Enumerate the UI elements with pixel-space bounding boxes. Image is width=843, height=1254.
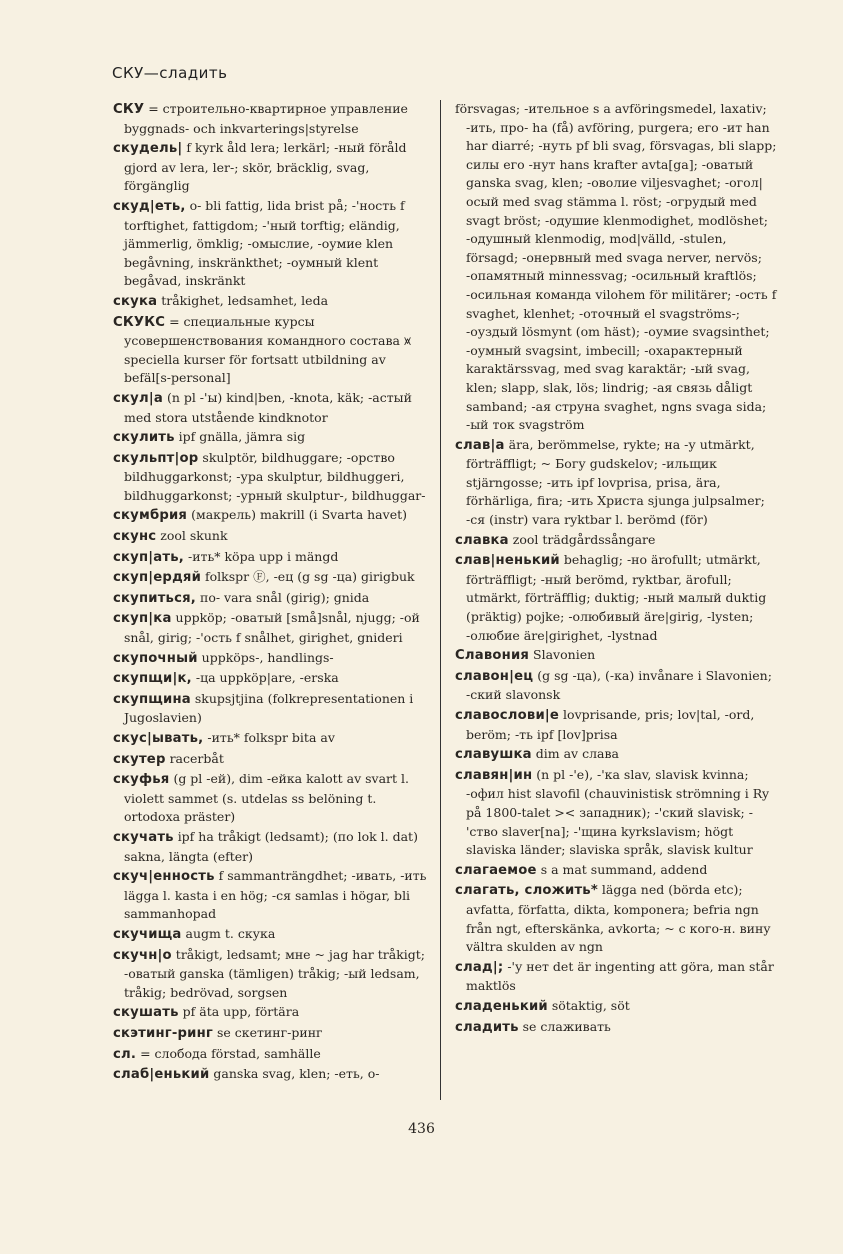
entry-definition: ganska svag, klen; -еть, о-: [213, 1066, 380, 1082]
entry-headword: скульпт|ор: [113, 450, 199, 466]
entry-definition: lägga ned (börda etc); avfatta, författa, dikta, komponera; befria ngn från ngt, efterskänka, avkorta; ~ с кого-н. вину vältra skulden av ngn: [466, 882, 771, 955]
entry-definition: по- vara snål (girig); gnida: [199, 589, 370, 605]
dictionary-entry: [113, 313, 435, 388]
dictionary-entry: [455, 646, 777, 666]
entry-definition: f sammanträngdhet; -ивать, -ить lägga l. kasta i en hög; -ся samlas i högar, bli sammanhopad: [124, 868, 427, 922]
dictionary-entry: [113, 925, 435, 945]
entry-definition: försvagas; -ительное s a avföringsmedel, laxativ; -ить, про- ha (få) avföring, purgera; его -ит han har diarré; -нуть pf bli svag, försvagas, bli slapp; силы его -нут hans krafter avta[ga]; -оватый ganska svag, klen; -оволие viljesvaghet; -огол|осый med svag stämma l. röst; -огрудый med svagt bröst; -одушие klenmodighet, modlöshet; -одушный klenmodig, mod|välld, -stulen, försagd; -онервный med svaga nerver, nervös; -опамятный minnessvag; -осильный kraftlös; -осильная команда vilohem för militärer; -ость f svaghet, klenhet; -оточный el svagströms-; -оуздый lösmynt (om häst); -оумие svagsinthet; -оумный svagsint, imbecill; -охарактерный karaktärssvag, med svag karaktär; -ый svag, klen; slapp, slak, lös; lindrig; -ая связь dåligt samband; -ая струна svaghet, ngns svaga sida; -ый ток svagström: [455, 101, 777, 433]
entry-definition: behaglig; -но ärofullt; utmärkt, förträffligt; -ный berömd, ryktbar, ärofull; utmärkt, förträfflig; duktig; -ный малый duktig (präktig) pojke; -олюбивый äre|girig, -lysten; -олюбие äre|girighet, -lystnad: [466, 552, 767, 643]
entry-definition: se слаживать: [522, 1018, 611, 1034]
dictionary-entry: [113, 1003, 435, 1023]
dictionary-entry: [113, 609, 435, 647]
dictionary-entry: [455, 100, 777, 435]
running-header: СКУ—сладить: [112, 64, 228, 82]
page-number: 436: [408, 1121, 435, 1137]
entry-definition: uppköps-, handlings-: [201, 649, 334, 665]
dictionary-entry: [113, 1045, 435, 1065]
dictionary-entry: [113, 197, 435, 291]
entry-definition: ipf ha tråkigt (ledsamt); (по lok l. dat) sakna, längta (efter): [124, 828, 418, 864]
dictionary-entry: [455, 861, 777, 881]
entry-definition: racerbåt: [169, 750, 224, 766]
entry-definition: (n pl -'ы) kind|ben, -knota, käk; -астый med stora utstående kindknotor: [124, 389, 412, 425]
dictionary-entry: [455, 551, 777, 645]
entry-definition: = слобода förstad, samhälle: [140, 1045, 321, 1061]
entry-definition: = строительно-квартирное управление byggnads- och inkvarterings|styrelse: [124, 101, 408, 136]
entry-definition: zool skunk: [160, 528, 228, 544]
entry-definition: zool trädgårdssångare: [512, 531, 656, 547]
dictionary-entry: [113, 828, 435, 866]
dictionary-entry: [113, 389, 435, 427]
dictionary-entry: [113, 690, 435, 728]
entry-headword: славушка: [455, 747, 532, 763]
entry-headword: скус|ывать,: [113, 731, 204, 746]
dictionary-entry: [113, 292, 435, 312]
entry-definition: se скетинг-ринг: [217, 1024, 323, 1040]
entry-headword: скуп|ать,: [113, 549, 184, 565]
entry-definition: -ца uppköp|are, -erska: [195, 670, 339, 686]
entry-headword: скунс: [113, 529, 157, 545]
entry-definition: (n pl -'е), -'ка slav, slavisk kvinna; -офил hist slavofil (chauvinistisk strömning i Ry på 1800-talet >< западник); -'ский slavisk; -'ство slaver[na]; -'щина kyrkslavism; högt slaviska länder; slaviska språk, slavisk kultur: [466, 766, 770, 858]
dictionary-entry: [113, 428, 435, 448]
entry-definition: skulptör, bildhuggare; -орство bildhuggarkonst; -ура skulptur, bildhuggeri, bildhuggarkonst; -урный skulptur-, bildhuggar-: [124, 449, 426, 503]
entry-definition: augm t. скука: [185, 925, 276, 941]
dictionary-entry: [113, 548, 435, 568]
dictionary-entry: [455, 531, 777, 551]
dictionary-entry: [113, 649, 435, 669]
dictionary-entry: [113, 139, 435, 196]
entry-definition: (g pl -ей), dim -ейка kalott av svart l. violett sammet (s. utdelas ss belöning t. ortodoxa präster): [124, 771, 409, 825]
entry-headword: скуп|ка: [113, 611, 172, 627]
entry-definition: -ить* folkspr bita av: [207, 730, 335, 745]
dictionary-entry: [455, 745, 777, 765]
entry-headword: скупщина: [113, 691, 191, 707]
entry-headword: СКУКС: [113, 314, 166, 330]
entry-definition: (g sg -ца), (-ка) invånare i Slavonien; -ский slavonsk: [466, 667, 772, 703]
dictionary-entry: [455, 706, 777, 744]
dictionary-entry: [113, 568, 435, 588]
dictionary-entry: [113, 1024, 435, 1044]
entry-headword: скэтинг-ринг: [113, 1025, 214, 1041]
entry-definition: tråkigt, ledsamt; мне ~ jag har tråkigt; -оватый ganska (tämligen) tråkig; -ый ledsam, tråkig; bedrövad, sorgsen: [124, 946, 426, 1000]
entry-headword: скуфья: [113, 772, 170, 788]
entry-definition: ipf gnälla, jämra sig: [178, 429, 306, 445]
entry-definition: uppköp; -оватый [små]snål, njugg; -ой snål, girig; -'ость f snålhet, girighet, gnideri: [124, 610, 420, 646]
entry-headword: скулить: [113, 430, 175, 446]
entry-definition: ära, berömmelse, rykte; на -у utmärkt, förträffligt; ~ Богу gudskelov; -ильщик stjärngosse; -ить ipf lovprisa, prisa, ära, förhärliga, fira; -ить Христа sjunga julpsalmer; -ся (instr) vara ryktbar l. berömd (för): [466, 436, 765, 528]
entry-headword: СКУ: [113, 102, 145, 117]
dictionary-entry: [455, 436, 777, 530]
entry-headword: слагать, сложить*: [455, 883, 598, 899]
dictionary-entry: [113, 527, 435, 547]
left-column: [113, 100, 435, 1086]
dictionary-entry: [455, 667, 777, 705]
dictionary-entry: [113, 100, 435, 138]
entry-definition: dim av слава: [535, 746, 619, 762]
entry-definition: (макрель) makrill (i Svarta havet): [191, 507, 407, 523]
dictionary-entry: [113, 589, 435, 609]
entry-definition: sötaktig, söt: [551, 997, 630, 1013]
entry-headword: скуд|еть,: [113, 198, 186, 214]
dictionary-entry: [455, 881, 777, 956]
entry-definition: folkspr Ⓕ, -ец (g sg -ца) girigbuk: [205, 569, 415, 585]
entry-definition: f kyrk åld lera; lerkärl; -ный föråld gjord av lera, ler-; skör, bräcklig, svag, förgänglig: [124, 140, 407, 194]
entry-definition: lovprisande, pris; lov|tal, -ord, beröm; -ть ipf [lov]prisa: [466, 707, 755, 742]
entry-headword: славослови|е: [455, 708, 560, 723]
entry-definition: = специальные курсы усовершенствования командного состава ⩙ speciella kurser för fortsatt utbildning av befäl[s-personal]: [124, 313, 412, 386]
entry-headword: скучища: [113, 926, 182, 942]
dictionary-entry: [113, 867, 435, 924]
dictionary-entry: [113, 750, 435, 770]
entry-headword: скупщи|к,: [113, 671, 192, 687]
entry-headword: сл.: [113, 1046, 137, 1062]
dictionary-entry: [455, 958, 777, 996]
dictionary-entry: [113, 946, 435, 1003]
entry-headword: слав|а: [455, 437, 505, 453]
column-divider: [440, 100, 441, 1100]
entry-headword: славон|ец: [455, 668, 534, 684]
entry-headword: скучать: [113, 829, 174, 845]
entry-headword: скука: [113, 293, 158, 309]
entry-headword: слагаемое: [455, 862, 537, 878]
entry-headword: слаб|енький: [113, 1067, 210, 1083]
entry-headword: скупиться,: [113, 590, 196, 606]
dictionary-entry: [113, 669, 435, 689]
entry-headword: скутер: [113, 751, 166, 767]
entry-definition: s a mat summand, addend: [540, 861, 708, 877]
entry-headword: скупочный: [113, 650, 198, 666]
entry-definition: -ить* köpa upp i mängd: [187, 548, 339, 564]
entry-headword: славка: [455, 532, 509, 548]
dictionary-entry: [113, 1065, 435, 1085]
entry-headword: слад|;: [455, 959, 504, 975]
entry-headword: Славония: [455, 648, 530, 664]
entry-headword: скудель|: [113, 141, 183, 157]
entry-headword: скул|а: [113, 390, 163, 406]
dictionary-entry: [113, 729, 435, 749]
dictionary-entry: [455, 997, 777, 1017]
dictionary-entry: [113, 449, 435, 506]
entry-headword: славян|ин: [455, 767, 533, 783]
entry-headword: скучн|о: [113, 947, 172, 963]
dictionary-entry: [455, 766, 777, 860]
dictionary-entry: [113, 506, 435, 526]
dictionary-entry: [113, 770, 435, 827]
entry-definition: Slavonien: [533, 647, 596, 663]
entry-definition: -'у нет det är ingenting att göra, man står maktlös: [466, 958, 774, 994]
entry-definition: pf äta upp, förtära: [182, 1004, 300, 1020]
right-column: [455, 100, 777, 1038]
entry-definition: tråkighet, ledsamhet, leda: [161, 292, 329, 308]
entry-headword: сладенький: [455, 998, 548, 1014]
entry-headword: скумбрия: [113, 508, 188, 524]
entry-headword: скуп|ердяй: [113, 570, 202, 586]
entry-definition: о- bli fattig, lida brist på; -'ность f torftighet, fattigdom; -'ный torftig; eländig, jämmerlig, ömklig; -омыслие, -оумие klen begåvning, inskränkthet; -оумный klent begåvad, inskränkt: [124, 197, 405, 289]
dictionary-entry: [455, 1018, 777, 1038]
entry-headword: сладить: [455, 1019, 519, 1035]
entry-definition: skupsjtjina (folkrepresentationen i Jugoslavien): [124, 690, 414, 726]
entry-headword: слав|ненький: [455, 553, 560, 569]
entry-headword: скуч|енность: [113, 869, 215, 885]
entry-headword: скушать: [113, 1005, 179, 1021]
